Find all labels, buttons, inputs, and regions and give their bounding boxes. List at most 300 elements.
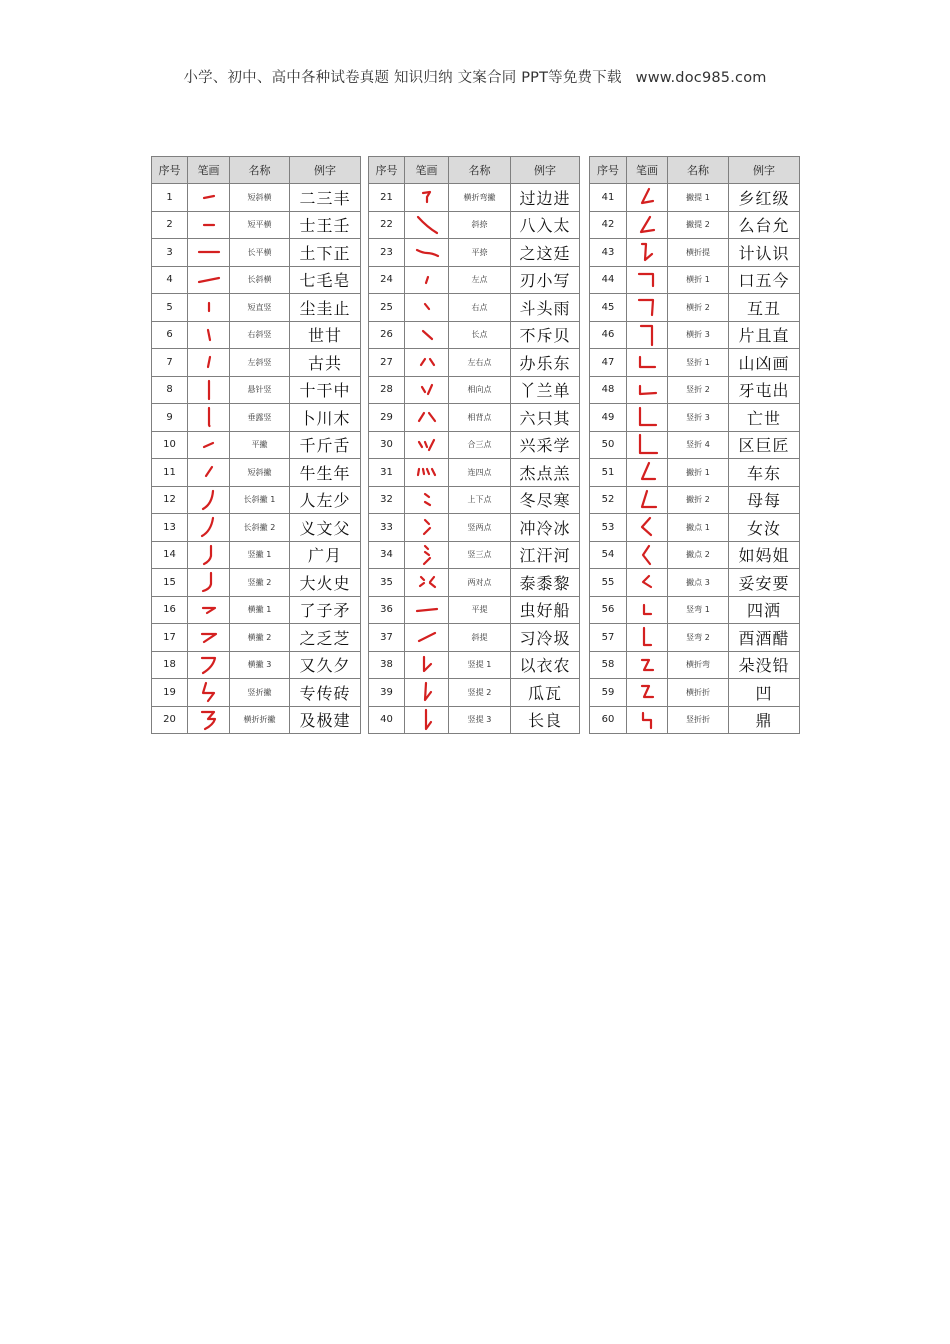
example-chars: 山凶画: [729, 349, 800, 377]
header-url: www.doc985.com: [635, 70, 767, 86]
stroke-cell: [188, 404, 230, 432]
table-row: [590, 541, 800, 569]
stroke-name: 短斜撇: [230, 459, 290, 487]
stroke-name: 竖折 1: [668, 349, 729, 377]
stroke-cell: [405, 486, 449, 514]
stroke-glyph-icon: [633, 213, 661, 237]
example-chars: 不斥贝: [511, 321, 580, 349]
stroke-name: 横撇 1: [230, 596, 290, 624]
row-number: 60: [590, 706, 627, 734]
stroke-cell: [627, 624, 668, 652]
stroke-name: 左斜竖: [230, 349, 290, 377]
stroke-name: 竖折撇: [230, 679, 290, 707]
row-number: 7: [152, 349, 188, 377]
stroke-name: 撇点 3: [668, 569, 729, 597]
table-row: [152, 624, 361, 652]
table-row: [152, 404, 361, 432]
row-number: 33: [369, 514, 405, 542]
table-row: [369, 624, 580, 652]
table-row: [590, 294, 800, 322]
stroke-glyph-icon: [195, 405, 223, 429]
row-number: 31: [369, 459, 405, 487]
row-number: 59: [590, 679, 627, 707]
table-row: [369, 211, 580, 239]
row-number: 54: [590, 541, 627, 569]
stroke-name: 左点: [449, 266, 511, 294]
example-chars: 互丑: [729, 294, 800, 322]
stroke-name: 左右点: [449, 349, 511, 377]
stroke-cell: [405, 404, 449, 432]
stroke-cell: [627, 679, 668, 707]
stroke-name: 竖三点: [449, 541, 511, 569]
stroke-name: 竖撇 2: [230, 569, 290, 597]
stroke-name: 横折折: [668, 679, 729, 707]
table-row: [369, 569, 580, 597]
stroke-glyph-icon: [633, 240, 661, 264]
table-row: [152, 376, 361, 404]
example-chars: 冲冷冰: [511, 514, 580, 542]
stroke-glyph-icon: [633, 460, 661, 484]
stroke-cell: [627, 706, 668, 734]
table-row: [590, 679, 800, 707]
table-row: [369, 184, 580, 212]
example-chars: 虫好船: [511, 596, 580, 624]
stroke-cell: [188, 569, 230, 597]
row-number: 5: [152, 294, 188, 322]
row-number: 12: [152, 486, 188, 514]
table-row: [369, 514, 580, 542]
example-chars: 七毛皂: [290, 266, 361, 294]
row-number: 26: [369, 321, 405, 349]
example-chars: 过边进: [511, 184, 580, 212]
stroke-cell: [405, 294, 449, 322]
row-number: 37: [369, 624, 405, 652]
row-number: 30: [369, 431, 405, 459]
example-chars: 及极建: [290, 706, 361, 734]
stroke-cell: [188, 239, 230, 267]
stroke-cell: [188, 376, 230, 404]
example-chars: 世甘: [290, 321, 361, 349]
row-number: 4: [152, 266, 188, 294]
table-row: [369, 459, 580, 487]
header-row: [590, 157, 800, 184]
stroke-cell: [188, 266, 230, 294]
stroke-name: 横折 2: [668, 294, 729, 322]
example-chars: 凹: [729, 679, 800, 707]
stroke-cell: [405, 184, 449, 212]
stroke-cell: [405, 679, 449, 707]
example-chars: 人左少: [290, 486, 361, 514]
row-number: 43: [590, 239, 627, 267]
row-number: 58: [590, 651, 627, 679]
example-chars: 区巨匠: [729, 431, 800, 459]
example-chars: 口五今: [729, 266, 800, 294]
row-number: 35: [369, 569, 405, 597]
table-row: [369, 486, 580, 514]
col-header-num: 序号: [590, 157, 627, 184]
stroke-glyph-icon: [633, 515, 661, 539]
stroke-cell: [627, 514, 668, 542]
stroke-glyph-icon: [195, 543, 223, 567]
example-chars: 冬尽寒: [511, 486, 580, 514]
stroke-name: 撇折 1: [668, 459, 729, 487]
row-number: 14: [152, 541, 188, 569]
stroke-name: 右点: [449, 294, 511, 322]
stroke-glyph-icon: [195, 708, 223, 732]
table-row: [590, 404, 800, 432]
table-row: [369, 349, 580, 377]
table-row: [590, 596, 800, 624]
stroke-cell: [627, 294, 668, 322]
row-number: 17: [152, 624, 188, 652]
table-row: [152, 569, 361, 597]
row-number: 25: [369, 294, 405, 322]
example-chars: 办乐东: [511, 349, 580, 377]
table-row: [152, 486, 361, 514]
stroke-name: 悬针竖: [230, 376, 290, 404]
stroke-glyph-icon: [413, 268, 441, 292]
stroke-glyph-icon: [633, 543, 661, 567]
table-row: [590, 321, 800, 349]
row-number: 48: [590, 376, 627, 404]
example-chars: 女汝: [729, 514, 800, 542]
stroke-cell: [405, 211, 449, 239]
row-number: 51: [590, 459, 627, 487]
example-chars: 兴采学: [511, 431, 580, 459]
stroke-glyph-icon: [195, 350, 223, 374]
row-number: 47: [590, 349, 627, 377]
stroke-name: 长斜撇 2: [230, 514, 290, 542]
row-number: 40: [369, 706, 405, 734]
table-row: [152, 541, 361, 569]
stroke-cell: [627, 459, 668, 487]
row-number: 3: [152, 239, 188, 267]
stroke-cell: [627, 266, 668, 294]
row-number: 6: [152, 321, 188, 349]
example-chars: 广月: [290, 541, 361, 569]
row-number: 9: [152, 404, 188, 432]
stroke-glyph-icon: [413, 543, 441, 567]
stroke-cell: [405, 624, 449, 652]
example-chars: 古共: [290, 349, 361, 377]
row-number: 36: [369, 596, 405, 624]
example-chars: 计认识: [729, 239, 800, 267]
stroke-name: 竖折 4: [668, 431, 729, 459]
stroke-name: 相向点: [449, 376, 511, 404]
example-chars: 六只其: [511, 404, 580, 432]
stroke-glyph-icon: [413, 570, 441, 594]
stroke-name: 竖提 1: [449, 651, 511, 679]
stroke-glyph-icon: [633, 185, 661, 209]
example-chars: 母每: [729, 486, 800, 514]
stroke-cell: [405, 239, 449, 267]
example-chars: 刃小写: [511, 266, 580, 294]
table-row: [152, 321, 361, 349]
table-row: [152, 349, 361, 377]
stroke-glyph-icon: [413, 515, 441, 539]
stroke-name: 横折 3: [668, 321, 729, 349]
table-row: [152, 431, 361, 459]
example-chars: 瓜瓦: [511, 679, 580, 707]
example-chars: 之这廷: [511, 239, 580, 267]
stroke-glyph-icon: [195, 680, 223, 704]
table-row: [152, 294, 361, 322]
table-row: [369, 679, 580, 707]
col-header-name: 名称: [668, 157, 729, 184]
stroke-name: 连四点: [449, 459, 511, 487]
table-row: [152, 596, 361, 624]
row-number: 34: [369, 541, 405, 569]
table-row: [369, 376, 580, 404]
row-number: 42: [590, 211, 627, 239]
stroke-glyph-icon: [413, 213, 441, 237]
row-number: 23: [369, 239, 405, 267]
stroke-name: 合三点: [449, 431, 511, 459]
example-chars: 酉酒醋: [729, 624, 800, 652]
col-header-example: 例字: [729, 157, 800, 184]
col-header-name: 名称: [449, 157, 511, 184]
example-chars: 士王壬: [290, 211, 361, 239]
stroke-name: 斜捺: [449, 211, 511, 239]
row-number: 52: [590, 486, 627, 514]
example-chars: 朵没铅: [729, 651, 800, 679]
example-chars: 牛生年: [290, 459, 361, 487]
table-row: [369, 706, 580, 734]
stroke-name: 撇提 1: [668, 184, 729, 212]
table-row: [152, 459, 361, 487]
col-header-stroke: 笔画: [627, 157, 668, 184]
stroke-glyph-icon: [413, 708, 441, 732]
stroke-name: 斜提: [449, 624, 511, 652]
example-chars: 之乏芝: [290, 624, 361, 652]
row-number: 1: [152, 184, 188, 212]
stroke-glyph-icon: [195, 378, 223, 402]
stroke-glyph-icon: [195, 488, 223, 512]
example-chars: 泰黍黎: [511, 569, 580, 597]
row-number: 45: [590, 294, 627, 322]
row-number: 41: [590, 184, 627, 212]
stroke-cell: [188, 459, 230, 487]
row-number: 50: [590, 431, 627, 459]
stroke-table-1: [151, 156, 361, 734]
stroke-name: 横折弯: [668, 651, 729, 679]
example-chars: 片且直: [729, 321, 800, 349]
stroke-cell: [188, 431, 230, 459]
table-row: [590, 239, 800, 267]
example-chars: 千斤舌: [290, 431, 361, 459]
row-number: 32: [369, 486, 405, 514]
table-row: [590, 431, 800, 459]
table-row: [369, 541, 580, 569]
stroke-cell: [188, 651, 230, 679]
example-chars: 尘圭止: [290, 294, 361, 322]
table-row: [152, 706, 361, 734]
stroke-glyph-icon: [195, 268, 223, 292]
stroke-glyph-icon: [413, 433, 441, 457]
row-number: 21: [369, 184, 405, 212]
example-chars: 四洒: [729, 596, 800, 624]
example-chars: 杰点羔: [511, 459, 580, 487]
stroke-name: 短直竖: [230, 294, 290, 322]
example-chars: 又久夕: [290, 651, 361, 679]
row-number: 18: [152, 651, 188, 679]
example-chars: 二三丰: [290, 184, 361, 212]
col-header-stroke: 笔画: [405, 157, 449, 184]
stroke-cell: [188, 184, 230, 212]
stroke-cell: [188, 596, 230, 624]
col-header-example: 例字: [290, 157, 361, 184]
stroke-cell: [405, 596, 449, 624]
row-number: 38: [369, 651, 405, 679]
row-number: 15: [152, 569, 188, 597]
stroke-cell: [405, 569, 449, 597]
table-row: [369, 321, 580, 349]
stroke-cell: [188, 211, 230, 239]
stroke-glyph-icon: [633, 350, 661, 374]
table-row: [369, 266, 580, 294]
stroke-name: 竖弯 2: [668, 624, 729, 652]
stroke-glyph-icon: [413, 680, 441, 704]
header-row: [369, 157, 580, 184]
row-number: 57: [590, 624, 627, 652]
example-chars: 鼎: [729, 706, 800, 734]
table-row: [152, 239, 361, 267]
stroke-glyph-icon: [413, 405, 441, 429]
col-header-num: 序号: [369, 157, 405, 184]
stroke-name: 横折提: [668, 239, 729, 267]
stroke-glyph-icon: [633, 295, 661, 319]
col-header-name: 名称: [230, 157, 290, 184]
row-number: 53: [590, 514, 627, 542]
stroke-name: 相背点: [449, 404, 511, 432]
stroke-name: 长平横: [230, 239, 290, 267]
stroke-cell: [627, 596, 668, 624]
stroke-name: 垂露竖: [230, 404, 290, 432]
stroke-name: 横折弯撇: [449, 184, 511, 212]
stroke-glyph-icon: [195, 185, 223, 209]
example-chars: 十干中: [290, 376, 361, 404]
stroke-glyph-icon: [633, 708, 661, 732]
table-row: [369, 651, 580, 679]
stroke-cell: [627, 431, 668, 459]
table-row: [590, 624, 800, 652]
row-number: 20: [152, 706, 188, 734]
table-row: [369, 596, 580, 624]
stroke-name: 长斜横: [230, 266, 290, 294]
stroke-glyph-icon: [195, 295, 223, 319]
example-chars: 长良: [511, 706, 580, 734]
stroke-glyph-icon: [413, 323, 441, 347]
row-number: 39: [369, 679, 405, 707]
example-chars: 了子矛: [290, 596, 361, 624]
row-number: 8: [152, 376, 188, 404]
stroke-name: 平提: [449, 596, 511, 624]
stroke-cell: [188, 514, 230, 542]
col-header-example: 例字: [511, 157, 580, 184]
stroke-cell: [405, 376, 449, 404]
table-row: [152, 679, 361, 707]
stroke-name: 右斜竖: [230, 321, 290, 349]
stroke-name: 横折折撇: [230, 706, 290, 734]
stroke-name: 长点: [449, 321, 511, 349]
stroke-cell: [405, 431, 449, 459]
stroke-cell: [405, 514, 449, 542]
col-header-stroke: 笔画: [188, 157, 230, 184]
col-header-num: 序号: [152, 157, 188, 184]
stroke-glyph-icon: [633, 488, 661, 512]
stroke-name: 撇点 1: [668, 514, 729, 542]
stroke-cell: [627, 486, 668, 514]
stroke-cell: [405, 706, 449, 734]
stroke-glyph-icon: [633, 268, 661, 292]
stroke-cell: [188, 486, 230, 514]
example-chars: 丫兰单: [511, 376, 580, 404]
stroke-cell: [627, 321, 668, 349]
example-chars: 么台允: [729, 211, 800, 239]
stroke-cell: [627, 211, 668, 239]
stroke-glyph-icon: [195, 515, 223, 539]
row-number: 29: [369, 404, 405, 432]
stroke-name: 横撇 3: [230, 651, 290, 679]
stroke-glyph-icon: [633, 653, 661, 677]
example-chars: 牙屯出: [729, 376, 800, 404]
stroke-name: 两对点: [449, 569, 511, 597]
table-row: [590, 376, 800, 404]
row-number: 13: [152, 514, 188, 542]
example-chars: 江汗河: [511, 541, 580, 569]
example-chars: 卜川木: [290, 404, 361, 432]
header-row: [152, 157, 361, 184]
table-row: [590, 211, 800, 239]
stroke-cell: [627, 541, 668, 569]
stroke-glyph-icon: [413, 653, 441, 677]
stroke-cell: [188, 679, 230, 707]
stroke-glyph-icon: [633, 598, 661, 622]
example-chars: 专传砖: [290, 679, 361, 707]
stroke-glyph-icon: [413, 378, 441, 402]
stroke-name: 竖折 3: [668, 404, 729, 432]
stroke-name: 平捺: [449, 239, 511, 267]
stroke-name: 竖两点: [449, 514, 511, 542]
stroke-glyph-icon: [633, 625, 661, 649]
row-number: 2: [152, 211, 188, 239]
table-row: [590, 459, 800, 487]
table-row: [369, 239, 580, 267]
table-row: [590, 266, 800, 294]
table-row: [369, 431, 580, 459]
table-row: [590, 569, 800, 597]
table-row: [152, 651, 361, 679]
stroke-glyph-icon: [633, 405, 661, 429]
row-number: 44: [590, 266, 627, 294]
stroke-cell: [627, 569, 668, 597]
example-chars: 习冷圾: [511, 624, 580, 652]
stroke-glyph-icon: [413, 598, 441, 622]
stroke-cell: [405, 349, 449, 377]
stroke-cell: [627, 349, 668, 377]
row-number: 22: [369, 211, 405, 239]
stroke-glyph-icon: [195, 598, 223, 622]
stroke-glyph-icon: [633, 378, 661, 402]
stroke-glyph-icon: [413, 295, 441, 319]
row-number: 46: [590, 321, 627, 349]
stroke-name: 长斜撇 1: [230, 486, 290, 514]
table-row: [590, 349, 800, 377]
table-row: [590, 486, 800, 514]
stroke-name: 竖弯 1: [668, 596, 729, 624]
row-number: 10: [152, 431, 188, 459]
stroke-name: 短斜横: [230, 184, 290, 212]
